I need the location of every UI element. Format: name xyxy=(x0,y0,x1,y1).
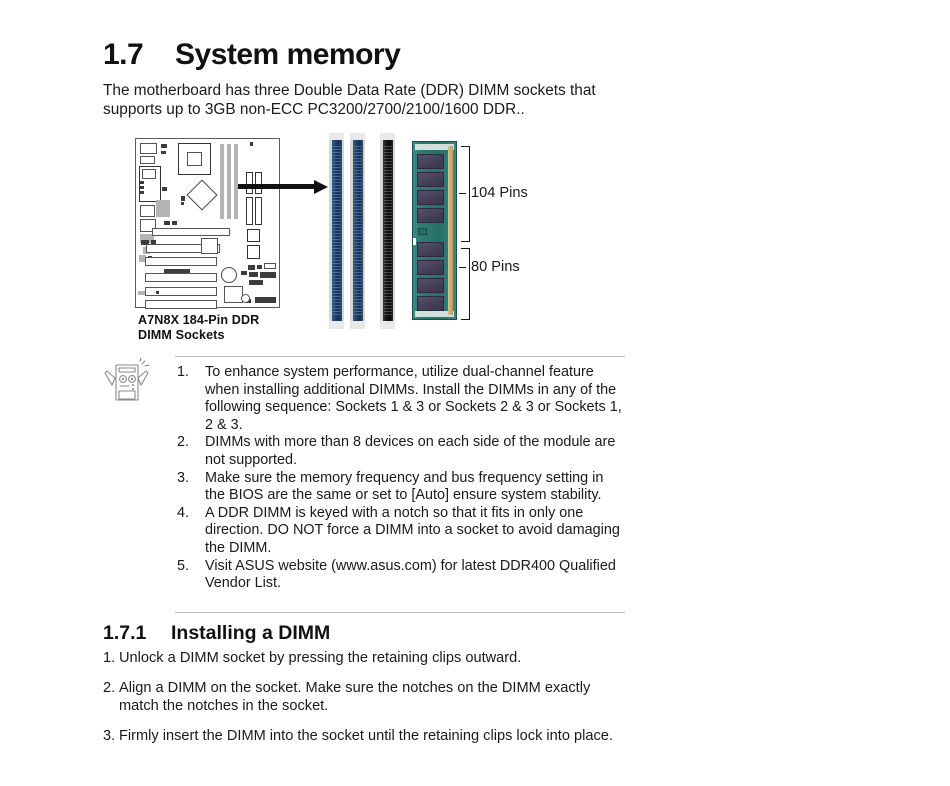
note-item xyxy=(175,505,627,558)
memory-chip xyxy=(417,278,444,293)
step-index: 3. xyxy=(103,728,116,744)
pin-label-80: 80 Pins xyxy=(471,259,520,275)
socket-clip-bottom xyxy=(350,321,365,329)
tick-80-pins xyxy=(459,267,466,268)
note-item xyxy=(175,364,627,434)
section-intro-paragraph: The motherboard has three Double Data Rate (DDR) DIMM sockets that supports up to 3GB non-ECC PC3200/2700/2100/1600 DDR.. xyxy=(103,82,596,118)
socket-side-right xyxy=(363,140,366,322)
socket-side-right xyxy=(393,140,396,322)
note-index: 1. xyxy=(177,364,190,380)
install-steps-list xyxy=(103,649,633,757)
figure-caption-line2: DIMM Sockets xyxy=(138,328,225,342)
bracket-104-pins xyxy=(461,146,470,242)
step-index: 2. xyxy=(103,680,116,696)
note-index: 2. xyxy=(177,434,190,451)
note-text: To enhance system performance, utilize dual-channel feature when installing additional DIMMs. Install the DIMMs in any of the following sequence: Sockets 1 & 3 or Sockets 2 & 3 or Sockets 1, 2 & 3. xyxy=(205,364,622,433)
note-index: 4. xyxy=(177,504,190,521)
motherboard-illustration xyxy=(135,138,280,308)
bracket-80-pins xyxy=(461,248,470,320)
socket-clip-bottom xyxy=(380,321,395,329)
module-spd-chip xyxy=(418,228,427,235)
install-step xyxy=(103,679,633,715)
note-item xyxy=(175,434,627,469)
pointer-arrow-shaft xyxy=(238,184,316,189)
pointer-arrow-head xyxy=(314,180,328,194)
section-title: System memory xyxy=(175,38,401,71)
step-index: 1. xyxy=(103,650,116,666)
memory-chip xyxy=(417,190,444,205)
socket-pins xyxy=(333,146,341,316)
step-text: Align a DIMM on the socket. Make sure the notches on the DIMM exactly match the notches in the socket. xyxy=(119,680,591,714)
memory-chip xyxy=(417,208,444,223)
note-text: Make sure the memory frequency and bus frequency setting in the BIOS are the same or set to [Auto] ensure system stability. xyxy=(205,469,604,504)
install-step xyxy=(103,649,633,667)
notes-divider-top xyxy=(175,356,625,357)
step-text: Firmly insert the DIMM into the socket until the retaining clips lock into place. xyxy=(119,728,613,744)
note-index: 3. xyxy=(177,469,190,486)
memory-chip xyxy=(417,260,444,275)
memory-chip xyxy=(417,172,444,187)
notes-divider-bottom xyxy=(175,612,625,613)
socket-pins xyxy=(384,146,392,316)
install-step xyxy=(103,727,633,745)
module-contact-strip xyxy=(448,146,453,315)
tick-104-pins xyxy=(459,193,466,194)
note-mascot-icon xyxy=(101,358,153,406)
module-key-notch xyxy=(413,238,416,245)
ddr-memory-module xyxy=(412,141,457,320)
subsection-title: Installing a DIMM xyxy=(171,622,331,644)
subsection-heading xyxy=(103,622,330,645)
subsection-number: 1.7.1 xyxy=(103,622,147,644)
dimm-socket-2 xyxy=(350,140,365,322)
memory-chip xyxy=(417,242,444,257)
section-number: 1.7 xyxy=(103,38,144,71)
note-text: Visit ASUS website (www.asus.com) for latest DDR400 Qualified Vendor List. xyxy=(205,557,616,592)
note-text: A DDR DIMM is keyed with a notch so that it fits in only one direction. DO NOT force a DIMM into a socket to avoid damaging the DIMM. xyxy=(205,504,620,556)
memory-figure xyxy=(0,0,950,350)
socket-pins xyxy=(354,146,362,316)
note-item xyxy=(175,558,627,593)
dimm-socket-3 xyxy=(380,140,395,322)
note-item xyxy=(175,470,627,505)
notes-list xyxy=(175,364,627,593)
figure-caption xyxy=(138,313,259,343)
dimm-socket-1 xyxy=(329,140,344,322)
note-index: 5. xyxy=(177,557,190,574)
step-text: Unlock a DIMM socket by pressing the retaining clips outward. xyxy=(119,650,522,666)
note-text: DIMMs with more than 8 devices on each side of the module are not supported. xyxy=(205,434,616,468)
socket-clip-bottom xyxy=(329,321,344,329)
figure-caption-line1: A7N8X 184-Pin DDR xyxy=(138,313,260,327)
socket-side-right xyxy=(342,140,345,322)
pin-label-104: 104 Pins xyxy=(471,185,528,201)
memory-chip xyxy=(417,296,444,311)
memory-chip xyxy=(417,154,444,169)
